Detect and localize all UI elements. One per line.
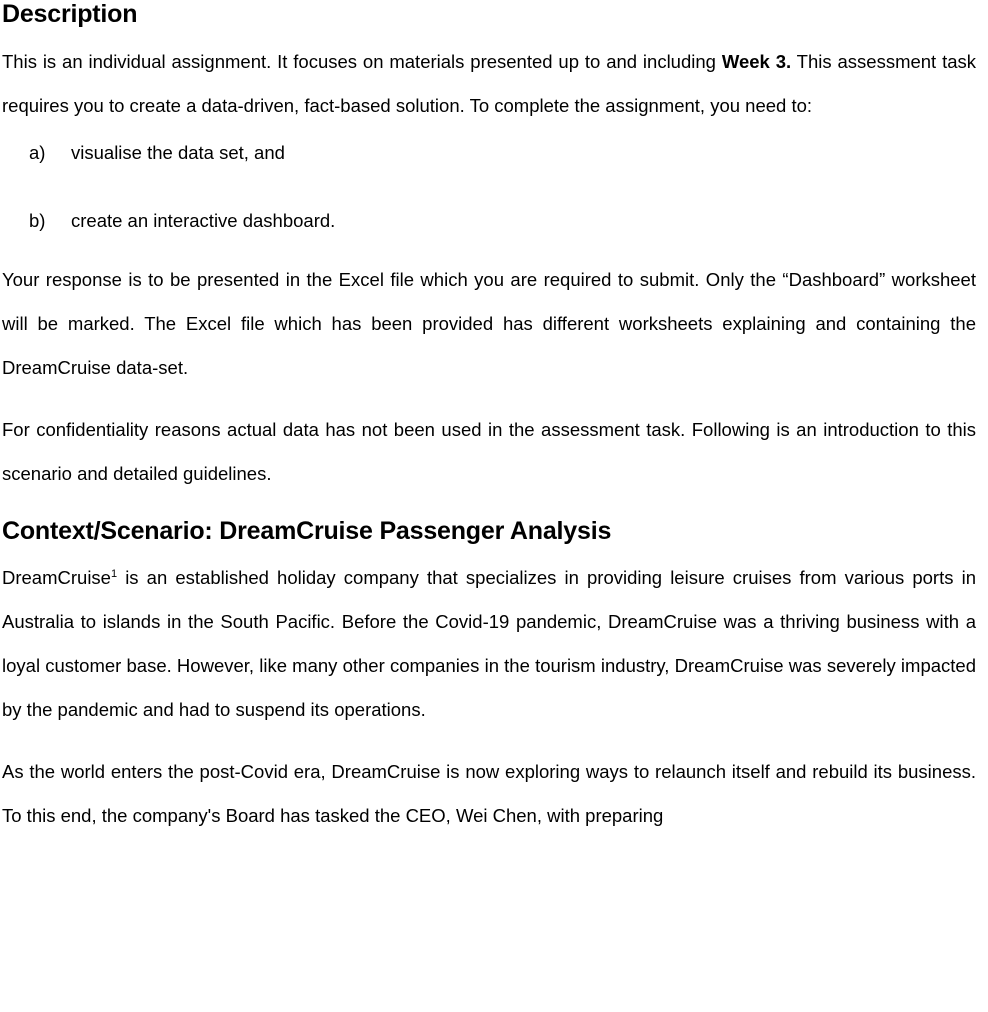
context-paragraph [2, 556, 976, 732]
submission-paragraph: Your response is to be presented in the Excel file which you are required to submit. Only the “Dashboard” worksheet will be marked. The Excel file which has been provided has different worksheets explaining and containing the DreamCruise data-set. [2, 269, 976, 378]
intro-text-end: This assessment task requires you to create a data-driven, fact-based solution. To complete the assignment, you need to: [2, 51, 976, 116]
list-item-text: create an interactive dashboard. [71, 210, 336, 231]
intro-text-start: This is an individual assignment. It focuses on materials presented up to and including [2, 51, 722, 72]
list-marker: a) [29, 142, 46, 163]
post-covid-paragraph: As the world enters the post-Covid era, DreamCruise is now exploring ways to relaunch itself and rebuild its business. To this end, the company's Board has tasked the CEO, Wei Chen, with preparing [2, 761, 976, 826]
list-marker: b) [29, 210, 46, 231]
footnote-marker: 1 [110, 567, 118, 580]
list-item-text: visualise the data set, and [71, 142, 285, 163]
intro-week-emphasis: Week 3. [721, 51, 792, 72]
list-item [2, 204, 976, 238]
context-paragraph-text: is an established holiday company that specializes in providing leisure cruises from various ports in Australia to islands in the South Pacific. Before the Covid-19 pandemic, DreamCruise was a thriving business with a loyal customer base. However, like many other companies in the tourism industry, DreamCruise was severely impacted by the pandemic and had to suspend its operations. [2, 567, 976, 720]
list-item [2, 136, 976, 170]
task-list [2, 136, 976, 238]
confidentiality-paragraph: For confidentiality reasons actual data has not been used in the assessment task. Following is an introduction to this scenario and detailed guidelines. [2, 419, 976, 484]
context-heading: Context/Scenario: DreamCruise Passenger Analysis [2, 517, 612, 545]
description-intro-paragraph [2, 40, 976, 128]
company-name: DreamCruise [2, 567, 111, 588]
description-heading: Description [2, 0, 138, 28]
